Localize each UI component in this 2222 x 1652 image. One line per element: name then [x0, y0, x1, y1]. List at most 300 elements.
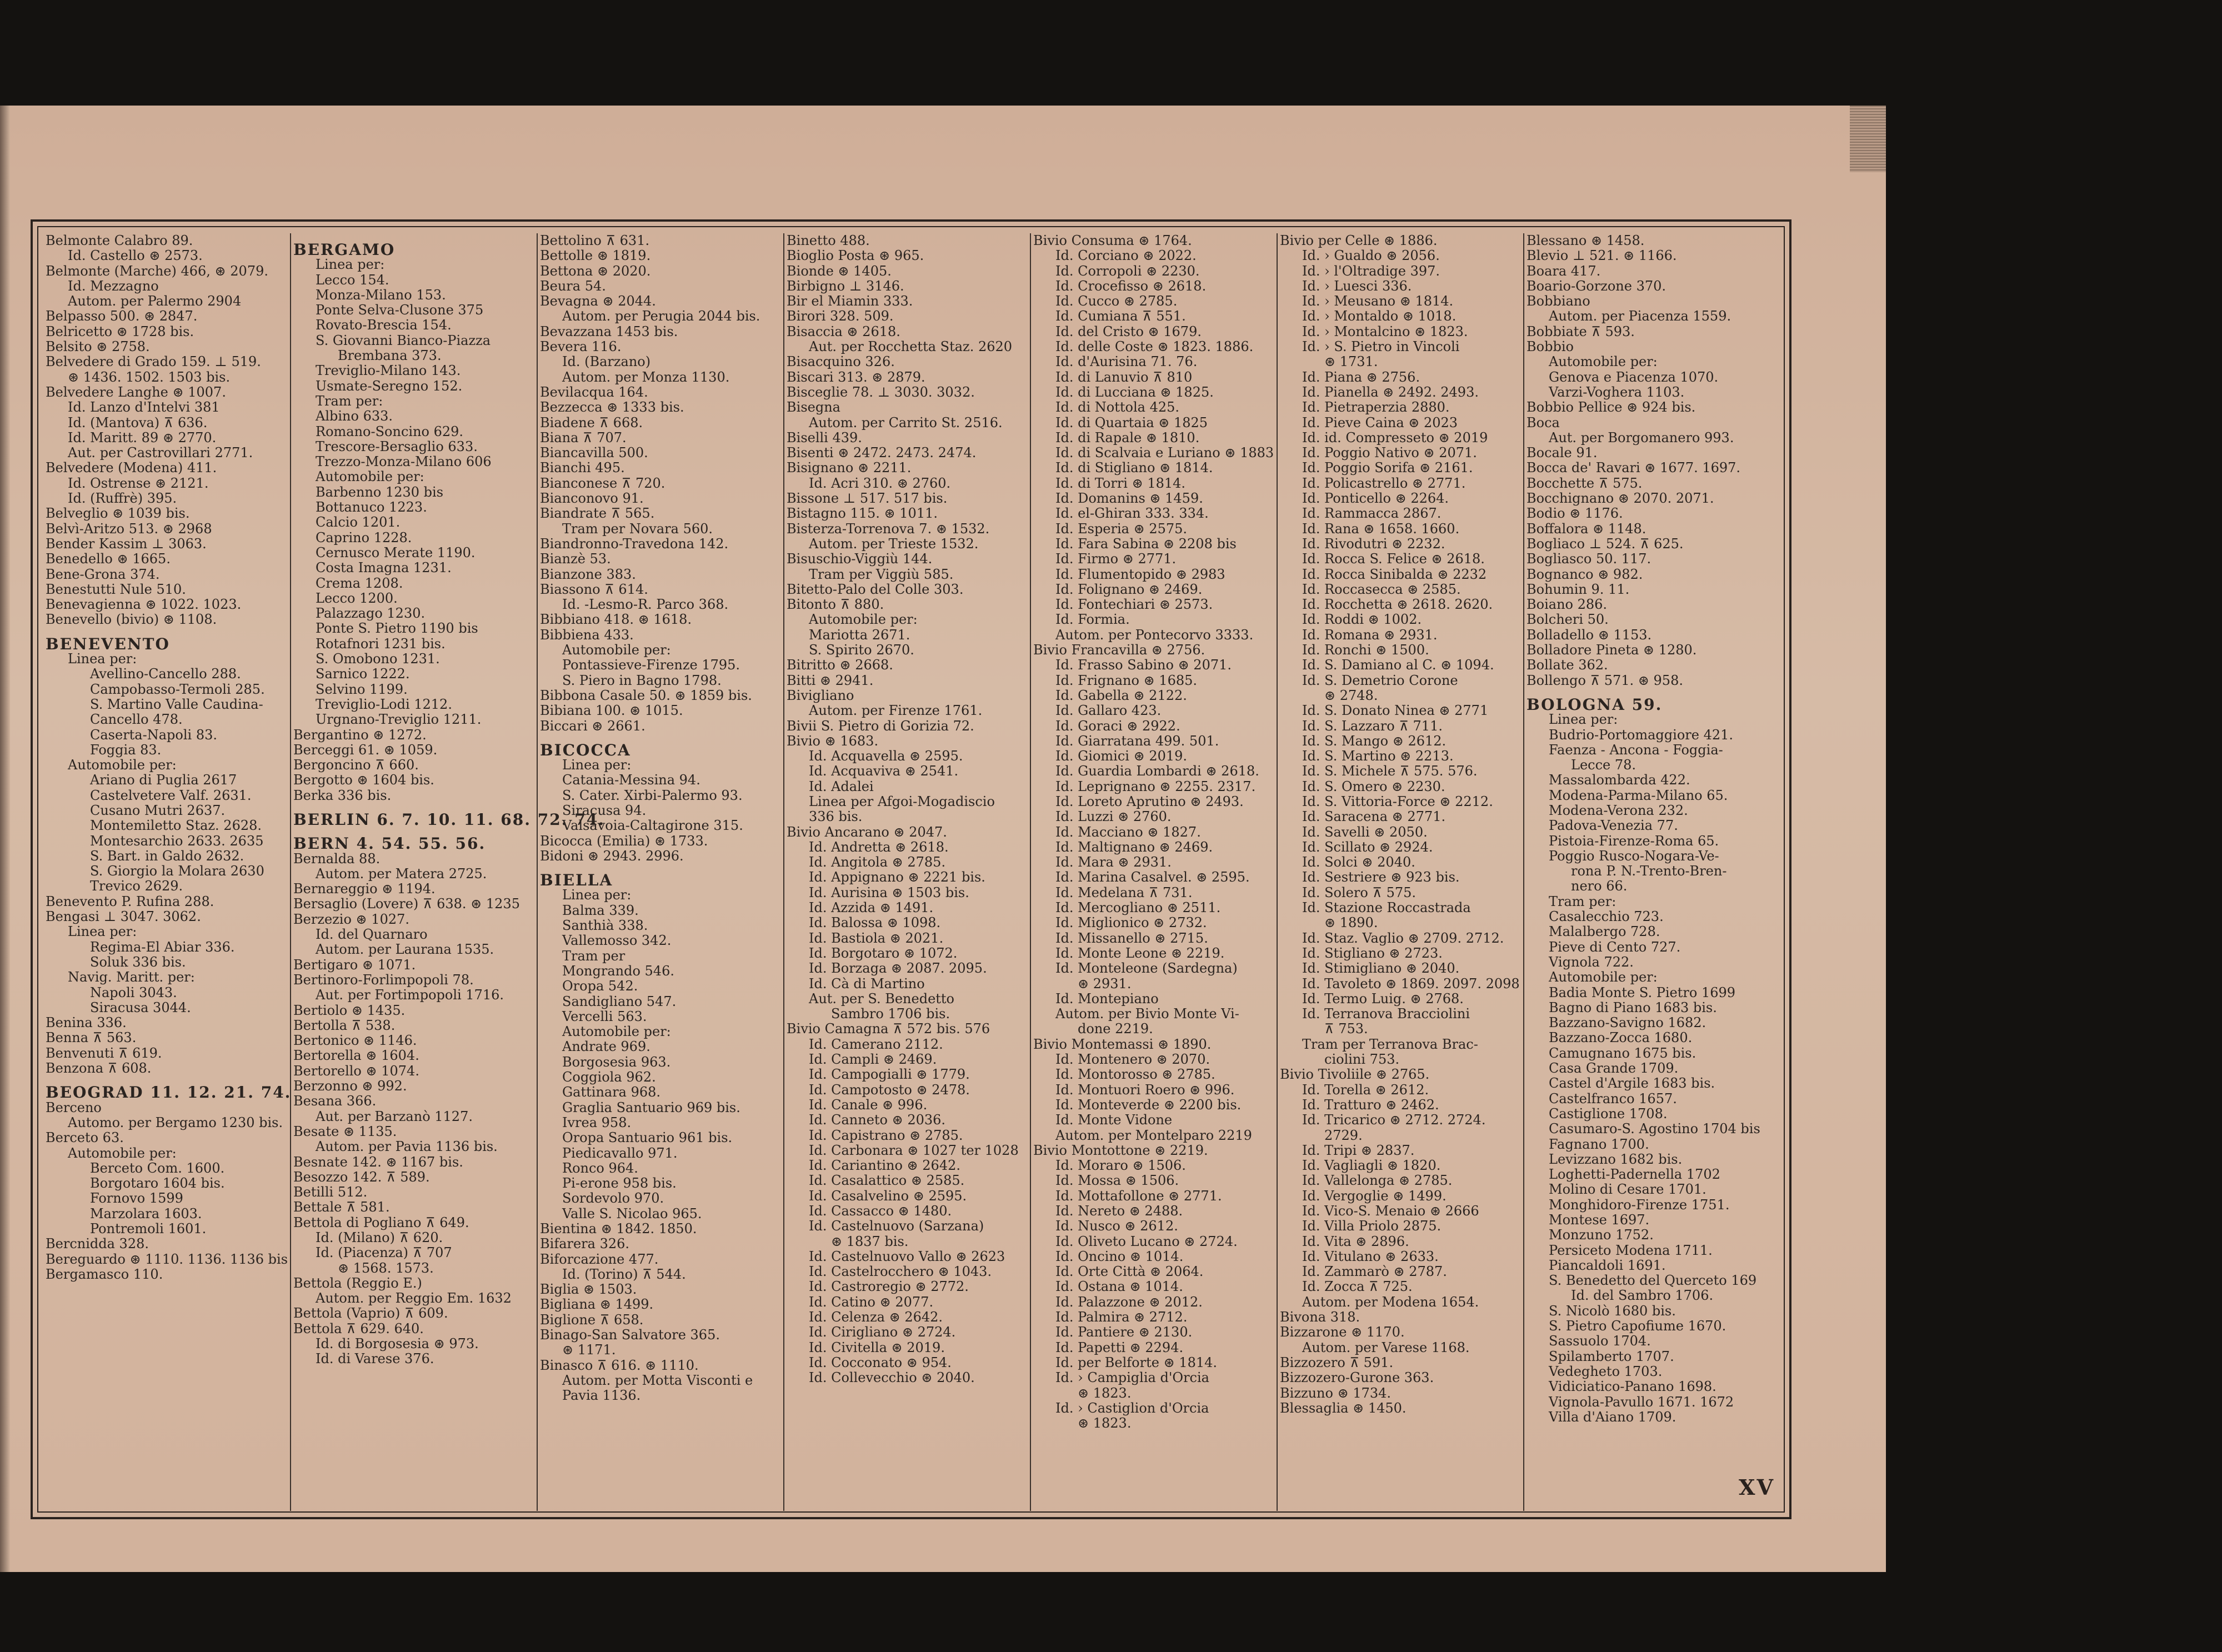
index-entry: Autom. per Laurana 1535. — [316, 942, 494, 958]
index-entry: Id. Vallelonga ⊛ 2785. — [1302, 1173, 1453, 1189]
index-entry: Pieve di Cento 727. — [1549, 939, 1681, 955]
index-entry: Id. Castroregio ⊛ 2772. — [809, 1279, 969, 1295]
index-entry: Castelfranco 1657. — [1549, 1090, 1677, 1107]
index-entry: Boario-Gorzone 370. — [1527, 278, 1666, 294]
index-entry: Id. Canale ⊛ 996. — [809, 1097, 928, 1113]
index-entry: Bollengo ⊼ 571. ⊛ 958. — [1527, 672, 1683, 688]
index-entry: Id. di Rapale ⊛ 1810. — [1055, 429, 1200, 445]
index-entry: Id. Corropoli ⊛ 2230. — [1055, 263, 1200, 279]
index-entry: Id. di Varese 376. — [316, 1351, 434, 1367]
index-entry: Rotafnori 1231 bis. — [316, 635, 446, 652]
index-entry: Linea per: — [316, 257, 385, 273]
index-entry: Biadene ⊼ 668. — [540, 414, 643, 430]
index-entry: Monghidoro-Firenze 1751. — [1549, 1197, 1730, 1213]
index-entry: Santhià 338. — [562, 918, 648, 934]
index-column-6 — [1277, 233, 1520, 1511]
index-entry: Id. Capistrano ⊛ 2785. — [809, 1127, 963, 1143]
index-entry: Benevello (bivio) ⊛ 1108. — [46, 612, 217, 628]
index-entry: Montese 1697. — [1549, 1212, 1650, 1228]
index-entry: Belmonte Calabro 89. — [46, 233, 193, 248]
index-entry: Id. Vergoglie ⊛ 1499. — [1302, 1188, 1447, 1204]
index-entry: Id. Celenza ⊛ 2642. — [809, 1309, 943, 1325]
index-entry: Id. Moraro ⊛ 1506. — [1055, 1158, 1186, 1174]
index-entry: Bobbiate ⊼ 593. — [1527, 323, 1635, 339]
index-entry: Caserta-Napoli 83. — [90, 727, 217, 743]
index-entry: Id. Terranova Bracciolini — [1302, 1006, 1470, 1022]
index-entry: Id. Miglionico ⊛ 2732. — [1055, 915, 1207, 931]
index-column-3 — [537, 233, 775, 1511]
index-entry: Bifarera 326. — [540, 1236, 630, 1252]
index-entry: Id. id. Compresseto ⊛ 2019 — [1302, 429, 1488, 445]
index-entry: Benina 336. — [46, 1015, 127, 1031]
index-entry: Costa Imagna 1231. — [316, 560, 452, 576]
index-entry: Id. Rocca S. Felice ⊛ 2618. — [1302, 551, 1485, 567]
index-entry: Id. Cariantino ⊛ 2642. — [809, 1158, 960, 1174]
index-entry: Bobbio Pellice ⊛ 924 bis. — [1527, 399, 1696, 415]
index-entry: Bianconese ⊼ 720. — [540, 475, 665, 491]
index-entry: Selvino 1199. — [316, 681, 408, 697]
index-entry: nero 66. — [1571, 878, 1628, 894]
index-entry: Villa d'Aiano 1709. — [1549, 1409, 1676, 1425]
index-entry: Biandronno-Travedona 142. — [540, 535, 729, 552]
index-entry: Belsito ⊛ 2758. — [46, 339, 150, 355]
index-entry: Bianzone 383. — [540, 566, 636, 582]
index-entry: Id. Policastrello ⊛ 2771. — [1302, 475, 1466, 491]
index-entry: Id. S. Lazzaro ⊼ 711. — [1302, 718, 1443, 734]
index-entry: Id. Mezzagno — [68, 278, 159, 294]
index-entry: Bocchignano ⊛ 2070. 2071. — [1527, 490, 1714, 507]
index-entry: Id. Acquaviva ⊛ 2541. — [809, 763, 959, 779]
index-entry: Id. Guardia Lombardi ⊛ 2618. — [1055, 763, 1259, 779]
index-entry: ciolini 753. — [1324, 1052, 1400, 1068]
index-entry: Sarnico 1222. — [316, 666, 410, 682]
index-entry: Id. Cassacco ⊛ 1480. — [809, 1203, 952, 1219]
index-entry: Id. Giomici ⊛ 2019. — [1055, 748, 1188, 764]
index-entry: Ivrea 958. — [562, 1114, 632, 1130]
index-entry: Crema 1208. — [316, 575, 403, 591]
index-entry: Id. Ronchi ⊛ 1500. — [1302, 642, 1429, 658]
index-entry: Id. › Luesci 336. — [1302, 278, 1412, 294]
index-entry: Sambro 1706 bis. — [831, 1006, 950, 1022]
index-entry: Bolcheri 50. — [1527, 612, 1609, 628]
index-entry: Vallemosso 342. — [562, 933, 672, 949]
index-entry: Id. Vico-S. Menaio ⊛ 2666 — [1302, 1203, 1479, 1219]
index-entry: Id. del Sambro 1706. — [1571, 1288, 1714, 1304]
index-entry: Id. Crocefisso ⊛ 2618. — [1055, 278, 1207, 294]
index-entry: done 2219. — [1078, 1021, 1153, 1037]
index-entry: Bizzuno ⊛ 1734. — [1280, 1385, 1392, 1401]
index-entry: Biana ⊼ 707. — [540, 429, 627, 445]
section-heading: BERN 4. 54. 55. 56. — [293, 834, 486, 853]
index-entry: Linea per Afgoi-Mogadiscio — [809, 793, 995, 809]
index-entry: Biccari ⊛ 2661. — [540, 718, 645, 734]
index-entry: Id. Bastiola ⊛ 2021. — [809, 930, 944, 946]
index-entry: Id. Pianella ⊛ 2492. 2493. — [1302, 384, 1479, 400]
index-entry: Linea per: — [562, 757, 632, 773]
index-entry: Cusano Mutri 2637. — [90, 802, 226, 818]
index-entry: Autom. per Trieste 1532. — [809, 535, 979, 552]
index-entry: Balma 339. — [562, 902, 639, 918]
index-entry: Autom. per Carrito St. 2516. — [809, 414, 1003, 430]
index-entry: Linea per: — [562, 887, 632, 903]
index-entry: Id. Montenero ⊛ 2070. — [1055, 1052, 1210, 1068]
index-entry: Id. Frignano ⊛ 1685. — [1055, 672, 1198, 688]
index-entry: Monzuno 1752. — [1549, 1227, 1654, 1243]
index-entry: Id. Saracena ⊛ 2771. — [1302, 809, 1446, 825]
page-number: XV — [1739, 1475, 1775, 1500]
index-entry: Berka 336 bis. — [293, 787, 392, 803]
index-entry: Id. › Campiglia d'Orcia — [1055, 1370, 1209, 1386]
index-entry: Id. Cocconato ⊛ 954. — [809, 1354, 952, 1370]
index-entry: Bender Kassim ⊥ 3063. — [46, 535, 207, 552]
index-entry: Avellino-Cancello 288. — [90, 666, 241, 682]
index-entry: Id. Andretta ⊛ 2618. — [809, 839, 949, 855]
index-entry: Bottanuco 1223. — [316, 499, 427, 515]
index-entry: Id. Stazione Roccastrada — [1302, 900, 1471, 916]
index-entry: Bettolle ⊛ 1819. — [540, 248, 651, 264]
index-entry: Id. Papetti ⊛ 2294. — [1055, 1339, 1184, 1355]
index-entry: Id. Tricarico ⊛ 2712. 2724. — [1302, 1112, 1486, 1128]
index-entry: Boiano 286. — [1527, 597, 1608, 613]
index-entry: Id. Monteverde ⊛ 2200 bis. — [1055, 1097, 1242, 1113]
index-entry: Autom. per Matera 2725. — [316, 865, 487, 882]
index-entry: Sassuolo 1704. — [1549, 1333, 1651, 1349]
index-entry: Bocale 91. — [1527, 445, 1598, 461]
index-entry: Belveglio ⊛ 1039 bis. — [46, 505, 190, 522]
index-entry: Id. Torella ⊛ 2612. — [1302, 1082, 1429, 1098]
index-entry: Id. Firmo ⊛ 2771. — [1055, 551, 1177, 567]
index-entry: Bisuschio-Viggiù 144. — [787, 551, 933, 567]
index-entry: ⊛ 1890. — [1324, 915, 1378, 931]
index-entry: Id. Leprignano ⊛ 2255. 2317. — [1055, 778, 1256, 794]
index-entry: Id. Montepiano — [1055, 990, 1159, 1007]
index-entry: Bientina ⊛ 1842. 1850. — [540, 1221, 697, 1237]
index-entry: Id. Rammacca 2867. — [1302, 505, 1442, 522]
index-entry: Id. Domanins ⊛ 1459. — [1055, 490, 1203, 507]
index-entry: Autom. per Bivio Monte Vi- — [1055, 1006, 1239, 1022]
index-entry: Bettolino ⊼ 631. — [540, 233, 650, 248]
index-entry: Besate ⊛ 1135. — [293, 1123, 397, 1139]
index-entry: Id. Stigliano ⊛ 2723. — [1302, 945, 1443, 961]
index-entry: Bogliaco ⊥ 524. ⊼ 625. — [1527, 535, 1684, 552]
index-entry: Bivio per Celle ⊛ 1886. — [1280, 233, 1438, 248]
index-entry: Id. › l'Oltradige 397. — [1302, 263, 1440, 279]
index-entry: Camugnano 1675 bis. — [1549, 1045, 1696, 1061]
index-entry: Pi-erone 958 bis. — [562, 1175, 677, 1192]
index-entry: Id. Pietraperzia 2880. — [1302, 399, 1450, 415]
index-entry: Id. Acri 310. ⊛ 2760. — [809, 475, 951, 491]
index-entry: Brembana 373. — [338, 348, 442, 364]
index-entry: Id. Vagliagli ⊛ 1820. — [1302, 1158, 1441, 1174]
section-heading: BICOCCA — [540, 740, 631, 759]
index-entry: Id. Cà di Martino — [809, 975, 925, 992]
index-entry: Casalecchio 723. — [1549, 909, 1664, 925]
index-entry: Marzolara 1603. — [90, 1205, 202, 1222]
index-entry: Tram per Novara 560. — [562, 520, 713, 537]
index-entry: Linea per: — [1549, 712, 1618, 728]
index-entry: ⊛ 1837 bis. — [831, 1233, 909, 1249]
index-entry: Id. S. Omero ⊛ 2230. — [1302, 778, 1445, 794]
index-entry: Bereguardo ⊛ 1110. 1136. 1136 bis — [46, 1251, 288, 1267]
index-entry: Bernareggio ⊛ 1194. — [293, 881, 436, 897]
index-entry: Automobile per: — [1549, 969, 1658, 985]
index-entry: Persiceto Modena 1711. — [1549, 1242, 1713, 1258]
index-entry: Bisegna — [787, 399, 840, 415]
index-entry: Berceto 63. — [46, 1130, 124, 1146]
index-entry: Aut. per Barzanò 1127. — [316, 1108, 473, 1124]
index-entry: Id. Rivodutri ⊛ 2232. — [1302, 535, 1445, 552]
index-entry: Autom. per Pontecorvo 3333. — [1055, 627, 1254, 643]
index-entry: Rovato-Brescia 154. — [316, 317, 452, 333]
index-entry: Berceno — [46, 1099, 102, 1115]
index-column-5 — [1030, 233, 1274, 1511]
index-entry: Siracusa 94. — [562, 802, 647, 818]
index-entry: Borgosesia 963. — [562, 1054, 671, 1070]
index-entry: Navig. Maritt. per: — [68, 969, 195, 985]
index-entry: Sandigliano 547. — [562, 993, 677, 1009]
index-entry: Id. Canneto ⊛ 2036. — [809, 1112, 946, 1128]
index-entry: Bibbiano 418. ⊛ 1618. — [540, 612, 692, 628]
index-entry: Id. Campogialli ⊛ 1779. — [809, 1067, 970, 1083]
index-entry: Automobile per: — [809, 612, 918, 628]
index-entry: Graglia Santuario 969 bis. — [562, 1099, 740, 1115]
index-entry: Id. Castelrocchero ⊛ 1043. — [809, 1264, 992, 1280]
index-entry: Id. Tratturo ⊛ 2462. — [1302, 1097, 1439, 1113]
index-entry: Id. d'Aurisina 71. 76. — [1055, 354, 1198, 370]
section-heading: BERLIN 6. 7. 10. 11. 68. 72. 74. — [293, 810, 605, 829]
index-entry: Id. Ponticello ⊛ 2264. — [1302, 490, 1449, 507]
index-entry: Soluk 336 bis. — [90, 954, 186, 970]
index-entry: Belricetto ⊛ 1728 bis. — [46, 323, 194, 339]
index-entry: Automo. per Bergamo 1230 bis. — [68, 1114, 283, 1130]
index-entry: Bezzecca ⊛ 1333 bis. — [540, 399, 684, 415]
index-entry: rona P. N.-Trento-Bren- — [1571, 863, 1727, 879]
index-entry: Biglia ⊛ 1503. — [540, 1281, 637, 1298]
index-entry: Molino di Cesare 1701. — [1549, 1182, 1706, 1198]
index-entry: Autom. per Varese 1168. — [1302, 1339, 1470, 1355]
index-entry: Genova e Piacenza 1070. — [1549, 369, 1719, 385]
index-entry: Bivona 318. — [1280, 1309, 1360, 1325]
index-entry: Bognanco ⊛ 982. — [1527, 566, 1643, 582]
index-entry: Aut. per S. Benedetto — [809, 990, 955, 1007]
index-entry: Id. › Meusano ⊛ 1814. — [1302, 293, 1454, 309]
index-entry: Id. Sestriere ⊛ 923 bis. — [1302, 869, 1460, 885]
index-entry: Id. Lanzo d'Intelvi 381 — [68, 399, 220, 415]
index-entry: Autom. per Reggio Em. 1632 — [316, 1290, 512, 1306]
index-entry: Bivii S. Pietro di Gorizia 72. — [787, 718, 974, 734]
index-entry: Bibiana 100. ⊛ 1015. — [540, 703, 683, 719]
index-entry: Massalombarda 422. — [1549, 772, 1690, 788]
index-entry: Castiglione 1708. — [1549, 1105, 1668, 1122]
index-entry: Bivio Ancarano ⊛ 2047. — [787, 824, 947, 840]
index-entry: Piedicavallo 971. — [562, 1145, 678, 1161]
index-entry: Automobile per: — [68, 1145, 177, 1161]
index-entry: Id. di Nottola 425. — [1055, 399, 1180, 415]
index-entry: Calcio 1201. — [316, 514, 401, 530]
index-entry: Id. del Cristo ⊛ 1679. — [1055, 323, 1202, 339]
index-entry: Bergoncino ⊼ 660. — [293, 757, 419, 773]
index-entry: Vidiciatico-Panano 1698. — [1549, 1379, 1716, 1395]
index-entry: Id. Goraci ⊛ 2922. — [1055, 718, 1180, 734]
index-entry: Bir el Miamin 333. — [787, 293, 913, 309]
index-entry: Ariano di Puglia 2617 — [90, 772, 237, 788]
index-entry: Id. Loreto Aprutino ⊛ 2493. — [1055, 793, 1244, 809]
index-entry: Automobile per: — [1549, 354, 1658, 370]
index-entry: Aut. per Castrovillari 2771. — [68, 445, 253, 461]
index-entry: Id. Camerano 2112. — [809, 1036, 943, 1052]
index-entry: Id. S. Damiano al C. ⊛ 1094. — [1302, 657, 1494, 673]
index-entry: Id. Zammarò ⊛ 2787. — [1302, 1264, 1447, 1280]
index-entry: 2729. — [1324, 1127, 1363, 1143]
index-entry: S. Piero in Bagno 1798. — [562, 672, 722, 688]
index-entry: Besana 366. — [293, 1093, 377, 1109]
index-entry: Besozzo 142. ⊼ 589. — [293, 1169, 430, 1185]
index-entry: Coggiola 962. — [562, 1069, 656, 1085]
index-entry: Birori 328. 509. — [787, 308, 894, 324]
index-entry: Pontremoli 1601. — [90, 1221, 207, 1237]
index-entry: Badia Monte S. Pietro 1699 — [1549, 984, 1736, 1000]
index-entry: Castel d'Argile 1683 bis. — [1549, 1075, 1715, 1092]
index-entry: Id. Castello ⊛ 2573. — [68, 248, 203, 264]
index-entry: Id. Vita ⊛ 2896. — [1302, 1233, 1409, 1249]
index-entry: Id. Monte Leone ⊛ 2219. — [1055, 945, 1225, 961]
section-heading: BOLOGNA 59. — [1527, 695, 1663, 714]
index-entry: Id. Folignano ⊛ 2469. — [1055, 581, 1203, 597]
index-entry: Bianconovo 91. — [540, 490, 644, 507]
index-entry: Belvedere Langhe ⊛ 1007. — [46, 384, 226, 400]
index-entry: Id. Palmira ⊛ 2712. — [1055, 1309, 1188, 1325]
index-entry: Bionde ⊛ 1405. — [787, 263, 892, 279]
index-entry: Automobile per: — [316, 469, 424, 485]
index-entry: Id. Flumentopido ⊛ 2983 — [1055, 566, 1225, 582]
index-entry: Bitti ⊛ 2941. — [787, 672, 874, 688]
index-entry: Valle S. Nicolao 965. — [562, 1205, 702, 1222]
index-entry: Id. Balossa ⊛ 1098. — [809, 915, 941, 931]
index-entry: Id. Castelnuovo (Sarzana) — [809, 1218, 984, 1234]
index-entry: Lecco 154. — [316, 272, 389, 288]
index-entry: Bettola di Pogliano ⊼ 649. — [293, 1214, 469, 1230]
index-entry: Vedegheto 1703. — [1549, 1363, 1663, 1379]
index-entry: Benzona ⊼ 608. — [46, 1060, 152, 1077]
index-entry: Id. Medelana ⊼ 731. — [1055, 884, 1193, 900]
index-entry: Biassono ⊼ 614. — [540, 581, 648, 597]
index-entry: Loghetti-Padernella 1702 — [1549, 1167, 1720, 1183]
index-entry: Biancavilla 500. — [540, 445, 648, 461]
index-entry: Bertiolo ⊛ 1435. — [293, 1002, 406, 1018]
index-entry: Id. per Belforte ⊛ 1814. — [1055, 1354, 1218, 1370]
index-entry: Id. › Montaldo ⊛ 1018. — [1302, 308, 1457, 324]
index-entry: Automobile per: — [562, 642, 671, 658]
page-edges — [1850, 106, 1886, 172]
index-entry: Bitetto-Palo del Colle 303. — [787, 581, 964, 597]
index-entry: Id. Vitulano ⊛ 2633. — [1302, 1248, 1439, 1264]
index-entry: Montesarchio 2633. 2635 — [90, 833, 264, 849]
index-entry: Id. Solci ⊛ 2040. — [1302, 854, 1415, 870]
index-entry: ⊛ 1436. 1502. 1503 bis. — [68, 369, 231, 385]
index-entry: Id. Corciano ⊛ 2022. — [1055, 248, 1197, 264]
index-entry: Levizzano 1682 bis. — [1549, 1151, 1683, 1167]
index-entry: S. Martino Valle Caudina- — [90, 696, 263, 712]
index-entry: Id. (Torino) ⊼ 544. — [562, 1266, 686, 1282]
index-entry: Id. (Barzano) — [562, 354, 651, 370]
index-entry: Id. Zocca ⊼ 725. — [1302, 1279, 1413, 1295]
index-entry: Id. di Stigliano ⊛ 1814. — [1055, 460, 1213, 476]
index-entry: Id. Acquavella ⊛ 2595. — [809, 748, 963, 764]
index-entry: Linea per: — [68, 651, 137, 667]
index-entry: Bocca de' Ravari ⊛ 1677. 1697. — [1527, 460, 1741, 476]
index-entry: Id. Piana ⊛ 2756. — [1302, 369, 1420, 385]
index-entry: Ronco 964. — [562, 1160, 638, 1176]
index-entry: Id. Luzzi ⊛ 2760. — [1055, 809, 1172, 825]
index-entry: Id. Rocca Sinibalda ⊛ 2232 — [1302, 566, 1487, 582]
index-entry: Padova-Venezia 77. — [1549, 818, 1678, 834]
index-entry: Bergantino ⊛ 1272. — [293, 727, 427, 743]
index-entry: Id. Fara Sabina ⊛ 2208 bis — [1055, 535, 1237, 552]
index-entry: Andrate 969. — [562, 1039, 650, 1055]
index-entry: Id. Azzida ⊛ 1491. — [809, 900, 934, 916]
index-entry: Bistagno 115. ⊛ 1011. — [787, 505, 938, 522]
index-entry: Bazzano-Zocca 1680. — [1549, 1030, 1693, 1046]
index-entry: Id. Villa Priolo 2875. — [1302, 1218, 1442, 1234]
index-entry: Bobbiano — [1527, 293, 1590, 309]
index-entry: Bevera 116. — [540, 339, 622, 355]
index-entry: Autom. per Monza 1130. — [562, 369, 730, 385]
index-entry: Id. Roccasecca ⊛ 2585. — [1302, 581, 1461, 597]
index-entry: Id. Staz. Vaglio ⊛ 2709. 2712. — [1302, 930, 1504, 946]
index-entry: Id. Giarratana 499. 501. — [1055, 733, 1219, 749]
index-entry: Bitritto ⊛ 2668. — [787, 657, 893, 673]
index-column-1 — [43, 233, 292, 1511]
index-entry: Autom. per Modena 1654. — [1302, 1294, 1479, 1310]
index-entry: Autom. per Pavia 1136 bis. — [316, 1139, 498, 1155]
index-entry: Binetto 488. — [787, 233, 870, 248]
index-entry: Pontassieve-Firenze 1795. — [562, 657, 740, 673]
index-entry: Id. Tavoleto ⊛ 1869. 2097. 2098 — [1302, 975, 1520, 992]
index-entry: Id. Monte Vidone — [1055, 1112, 1173, 1128]
index-entry: S. Cater. Xirbi-Palermo 93. — [562, 787, 743, 803]
index-entry: Biglione ⊼ 658. — [540, 1311, 644, 1328]
index-entry: Id. Maritt. 89 ⊛ 2770. — [68, 429, 217, 445]
index-entry: ⊛ 2931. — [1078, 975, 1132, 992]
index-entry: Id. Appignano ⊛ 2221 bis. — [809, 869, 985, 885]
index-entry: Id. S. Mango ⊛ 2612. — [1302, 733, 1447, 749]
index-entry: Bivio Consuma ⊛ 1764. — [1033, 233, 1192, 248]
index-entry: Id. Tripi ⊛ 2837. — [1302, 1142, 1415, 1158]
index-entry: Id. Nereto ⊛ 2488. — [1055, 1203, 1183, 1219]
index-entry: S. Benedetto del Querceto 169 — [1549, 1273, 1757, 1289]
index-entry: Id. (Milano) ⊼ 620. — [316, 1230, 443, 1245]
index-entry: Bollate 362. — [1527, 657, 1608, 673]
index-entry: Belvì-Aritzo 513. ⊛ 2968 — [46, 520, 212, 537]
index-entry: Spilamberto 1707. — [1549, 1348, 1674, 1364]
index-entry: Boffalora ⊛ 1148. — [1527, 520, 1647, 537]
index-entry: Bisenti ⊛ 2472. 2473. 2474. — [787, 445, 977, 461]
index-entry: Modena-Parma-Milano 65. — [1549, 787, 1728, 803]
index-entry: Biscari 313. ⊛ 2879. — [787, 369, 925, 385]
index-entry: Benevagienna ⊛ 1022. 1023. — [46, 597, 242, 613]
index-entry: Bertigaro ⊛ 1071. — [293, 957, 416, 973]
index-entry: Valsavoia-Caltagirone 315. — [562, 818, 743, 834]
index-entry: Blessaglia ⊛ 1450. — [1280, 1400, 1407, 1416]
index-entry: Id. delle Coste ⊛ 1823. 1886. — [1055, 339, 1254, 355]
index-entry: Autom. per Perugia 2044 bis. — [562, 308, 760, 324]
index-entry: Bivio Montemassi ⊛ 1890. — [1033, 1036, 1212, 1052]
index-entry: S. Giovanni Bianco-Piazza — [316, 332, 491, 348]
index-entry: Caprino 1228. — [316, 529, 412, 545]
index-entry: Bitonto ⊼ 880. — [787, 597, 884, 613]
index-entry: Bernalda 88. — [293, 850, 381, 867]
index-entry: Casa Grande 1709. — [1549, 1060, 1679, 1077]
